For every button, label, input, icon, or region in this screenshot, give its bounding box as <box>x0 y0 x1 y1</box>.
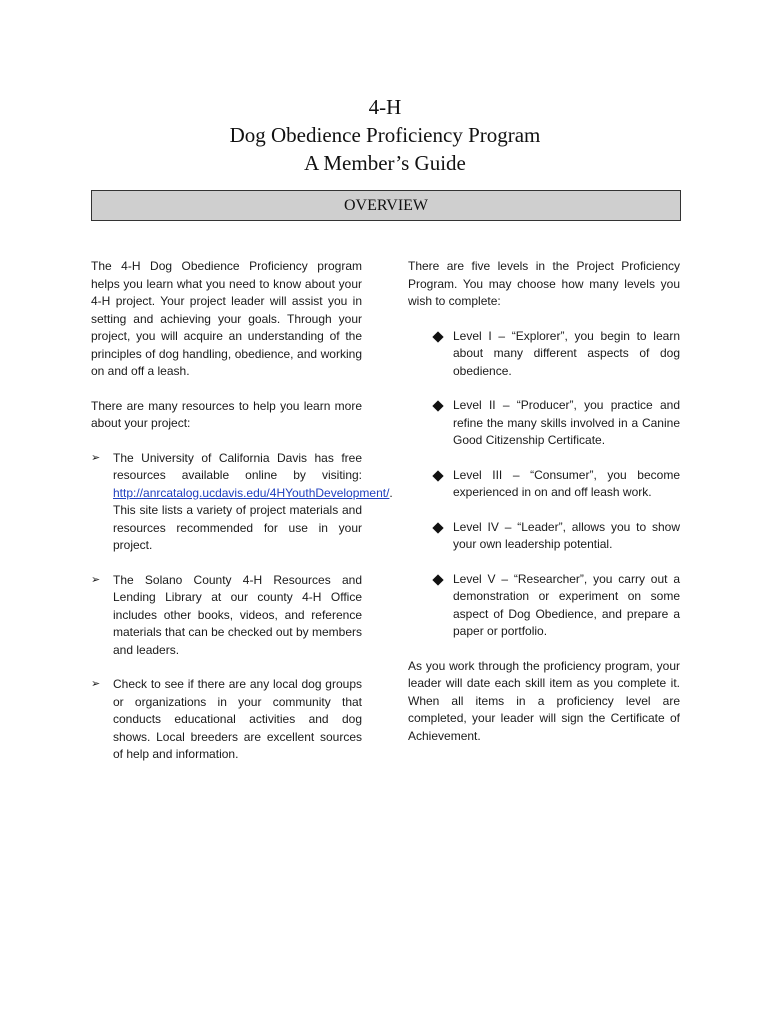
resources-intro: There are many resources to help you learn more about your project: <box>91 398 362 430</box>
resource-item-ucdavis <box>91 450 393 555</box>
level-item <box>408 328 680 381</box>
left-column <box>91 258 393 781</box>
level-text: Level V – “Researcher”, you carry out a demonstration or experiment on some aspect of Dog Obedience, and prepare a paper or portfolio. <box>453 571 680 638</box>
title-line-2: Dog Obedience Proficiency Program <box>229 123 541 147</box>
resource-item-library <box>91 572 362 660</box>
diamond-bullet-icon <box>432 522 443 533</box>
level-text: Level I – “Explorer”, you begin to learn about many different aspects of dog obedience. <box>453 328 680 378</box>
levels-list <box>408 328 680 641</box>
arrow-bullet-icon: ➢ <box>91 451 101 464</box>
title-line-3: A Member’s Guide <box>304 151 466 175</box>
diamond-bullet-icon <box>432 470 443 481</box>
resource-item-local-groups <box>91 676 362 764</box>
level-item <box>408 397 680 450</box>
level-item <box>408 467 680 502</box>
resource-text-pre: The University of California Davis has free resources available online by visiting: <box>113 450 362 482</box>
level-text: Level IV – “Leader”, allows you to show your own leadership potential. <box>453 519 680 551</box>
right-column <box>408 258 680 762</box>
resource-text: The Solano County 4-H Resources and Lending Library at our county 4-H Office includes other books, videos, and reference materials that can be checked out by members and leaders. <box>113 572 362 657</box>
arrow-bullet-icon: ➢ <box>91 573 101 586</box>
closing-paragraph: As you work through the proficiency program, your leader will date each skill item as you complete it. When all items in a proficiency level are completed, your leader will sign the Certificate of Achievement. <box>408 658 680 743</box>
level-text: Level III – “Consumer”, you become experienced in on and off leash work. <box>453 467 680 499</box>
diamond-bullet-icon <box>432 400 443 411</box>
diamond-bullet-icon <box>432 331 443 342</box>
arrow-bullet-icon: ➢ <box>91 678 101 690</box>
level-text: Level II – “Producer”, you practice and refine the many skills involved in a Canine Good Citizenship Certificate. <box>453 398 680 447</box>
diamond-bullet-icon <box>432 574 443 585</box>
resource-text: Check to see if there are any local dog groups or organizations in your community that conducts educational activities and dog shows. Local breeders are excellent sources of help and information. <box>113 677 362 761</box>
level-item <box>408 571 680 641</box>
levels-intro: There are five levels in the Project Proficiency Program. You may choose how many levels you wish to complete: <box>408 259 680 308</box>
title-line-1: 4-H <box>368 95 402 119</box>
intro-paragraph: The 4-H Dog Obedience Proficiency program helps you learn what you need to know about your 4-H project. Your project leader will assist you in setting and achieving your goals. Through your project, you will acquire an understanding of the principles of dog handling, obedience, and working on and off a leash. <box>91 259 362 378</box>
document-title <box>0 93 770 177</box>
overview-heading: OVERVIEW <box>91 190 681 221</box>
ucdavis-link[interactable]: http://anrcatalog.ucdavis.edu/4HYouthDevelopment/ <box>113 485 390 500</box>
level-item <box>408 519 680 554</box>
resource-text-post: . This site lists a variety of project materials and resources recommended for use in your project. <box>113 485 393 552</box>
